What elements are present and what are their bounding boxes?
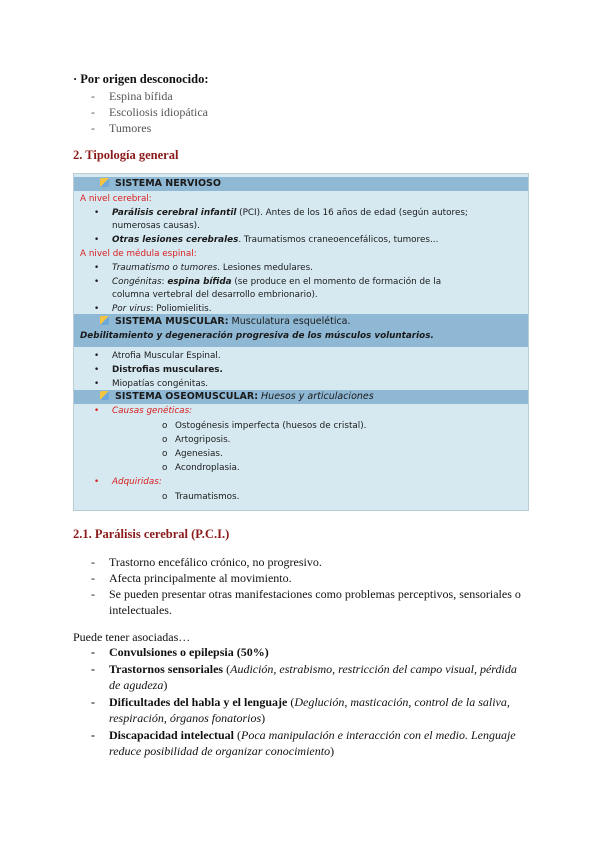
system-icon: [100, 178, 109, 187]
list-item: Espina bífida: [109, 89, 173, 103]
bullet: •: [94, 277, 100, 287]
bullet: •: [94, 477, 100, 487]
list-dash: -: [91, 105, 95, 119]
bullet: •: [94, 235, 100, 245]
sensoriales-item-cont: de agudeza): [109, 678, 168, 692]
list-item-cont: intelectuales.: [109, 603, 172, 617]
cerebral-label: A nivel cerebral:: [80, 194, 152, 204]
system-icon: [100, 316, 109, 325]
section-title: 2.1. Parálisis cerebral (P.C.I.): [73, 527, 230, 541]
list-dash: -: [91, 121, 95, 135]
otras-line: Otras lesiones cerebrales. Traumatismos craneoencefálicos, tumores...: [112, 235, 439, 245]
system-icon: [100, 391, 109, 400]
muscular-header: SISTEMA MUSCULAR: Musculatura esquelética.: [100, 316, 351, 327]
trauma-line: Traumatismo o tumores. Lesiones medulares.: [112, 263, 313, 273]
bullet: •: [94, 351, 100, 361]
bullet: •: [94, 304, 100, 314]
list-item: Tumores: [109, 121, 152, 135]
pci-line: Parálisis cerebral infantil (PCI). Antes de los 16 años de edad (según autores;: [112, 208, 468, 218]
bullet: •: [94, 208, 100, 218]
list-item: Se pueden presentar otras manifestaciones como problemas perceptivos, sensoriales o: [109, 587, 521, 601]
habla-item: Dificultades del habla y el lenguaje (Deglución, masticación, control de la saliva,: [109, 695, 510, 709]
virus-line: Por virus: Poliomielitis.: [112, 304, 212, 314]
geneticas-item: Ostogénesis imperfecta (huesos de cristal).: [175, 421, 367, 431]
circle-bullet: o: [162, 449, 168, 459]
circle-bullet: o: [162, 463, 168, 473]
list-dash: -: [91, 645, 95, 659]
circle-bullet: o: [162, 421, 168, 431]
geneticas-item: Agenesias.: [175, 449, 223, 459]
cong-line: Congénitas: espina bífida (se produce en el momento de formación de la: [112, 277, 442, 287]
muscular-item: Distrofias musculares.: [112, 365, 223, 375]
discapacidad-item-cont: reduce posibilidad de organizar conocimiento): [109, 744, 335, 758]
bullet: •: [94, 379, 100, 389]
convulsiones-item: Convulsiones o epilepsia (50%): [109, 645, 269, 659]
circle-bullet: o: [162, 492, 168, 502]
oseo-header: SISTEMA OSEOMUSCULAR: Huesos y articulaciones: [100, 391, 374, 402]
list-item: Trastorno encefálico crónico, no progresivo.: [109, 555, 322, 569]
discapacidad-item: Discapacidad intelectual (Poca manipulación e interacción con el medio. Lenguaje: [109, 728, 516, 742]
list-dash: -: [91, 695, 95, 709]
list-item: Afecta principalmente al movimiento.: [109, 571, 292, 585]
muscular-subheader: Debilitamiento y degeneración progresiva de los músculos voluntarios.: [80, 331, 434, 341]
bullet: •: [94, 365, 100, 375]
muscular-item: Atrofia Muscular Espinal.: [112, 351, 221, 361]
circle-bullet: o: [162, 435, 168, 445]
section-title: 2. Tipología general: [73, 148, 179, 162]
list-dash: -: [91, 89, 95, 103]
list-dash: -: [91, 555, 95, 569]
habla-item-cont: respiración, órganos fonatorios): [109, 711, 266, 725]
geneticas-item: Artogriposis.: [175, 435, 231, 445]
bullet: •: [94, 263, 100, 273]
asociadas-intro: Puede tener asociadas…: [73, 630, 191, 644]
geneticas-label: Causas genéticas:: [112, 406, 193, 416]
bullet: •: [94, 406, 100, 416]
adquiridas-label: Adquiridas:: [112, 477, 162, 487]
list-dash: -: [91, 587, 95, 601]
typology-figure: [73, 173, 529, 511]
medula-label: A nivel de médula espinal:: [80, 249, 197, 259]
sensoriales-item: Trastornos sensoriales (Audición, estrabismo, restricción del campo visual, pérdida: [109, 662, 517, 676]
pci-line-2: numerosas causas).: [112, 221, 200, 231]
origin-title: · Por origen desconocido:: [73, 72, 209, 86]
adquiridas-item: Traumatismos.: [175, 492, 240, 502]
list-dash: -: [91, 662, 95, 676]
muscular-item: Miopatías congénitas.: [112, 379, 209, 389]
list-dash: -: [91, 571, 95, 585]
list-item: Escoliosis idiopática: [109, 105, 208, 119]
cong-line-2: columna vertebral del desarrollo embrionario).: [112, 290, 318, 300]
list-dash: -: [91, 728, 95, 742]
nervioso-header: SISTEMA NERVIOSO: [100, 178, 221, 189]
geneticas-item: Acondroplasia.: [175, 463, 240, 473]
